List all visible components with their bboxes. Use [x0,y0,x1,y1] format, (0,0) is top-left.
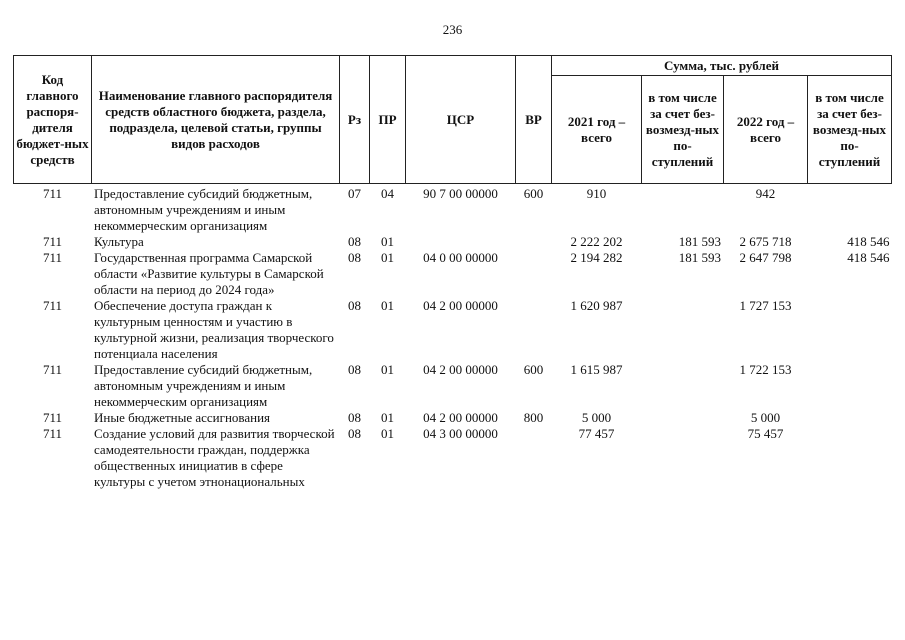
cell-code: 711 [42,234,63,249]
table-row [14,234,892,250]
cell-2022-free: 418 546 [847,250,890,265]
cell-2021-free [642,426,724,490]
table-row [14,250,892,298]
cell-code: 711 [42,426,63,441]
cell-csr [406,234,516,250]
header-2022-free: в том числе за счет без-возмезд-ных по-ступлений [808,76,892,184]
cell-name: Иные бюджетные ассигнования [94,410,271,425]
cell-2021-total: 2 194 282 [570,250,623,265]
header-name: Наименование главного распорядителя средств областного бюджета, раздела, подраздела, целевой статьи, группы видов расходов [92,56,340,184]
cell-csr: 04 2 00 00000 [423,298,498,313]
cell-2022-total: 942 [755,186,776,201]
cell-pr: 01 [381,250,394,265]
header-2021-total: 2021 год – всего [552,76,642,184]
cell-vr [516,250,552,298]
cell-rz: 08 [348,362,361,377]
header-rz: Рз [340,56,370,184]
header-pr: ПР [370,56,406,184]
cell-2021-free [642,298,724,362]
cell-name: Создание условий для развития творческой самодеятельности граждан, поддержка общественных инициатив в сфере культуры с учетом этнонациональных [94,426,335,489]
cell-vr: 600 [523,186,544,201]
table-header [14,56,892,184]
cell-pr: 01 [381,298,394,313]
cell-2021-total: 910 [586,186,607,201]
cell-name: Обеспечение доступа граждан к культурным ценностям и участию в культурной жизни, реализация творческого потенциала населения [94,298,334,361]
cell-name: Предоставление субсидий бюджетным, автономным учреждениям и иным некоммерческим организациям [94,362,313,409]
cell-vr [516,426,552,490]
cell-2021-total: 5 000 [581,410,612,425]
table-row [14,426,892,490]
cell-rz: 08 [348,426,361,441]
cell-rz: 07 [348,186,361,201]
cell-csr: 90 7 00 00000 [423,186,498,201]
cell-2022-total: 75 457 [747,426,784,441]
cell-rz: 08 [348,250,361,265]
cell-2021-total: 1 620 987 [570,298,623,313]
cell-2022-free [808,298,892,362]
cell-2021-free: 181 593 [678,234,721,249]
cell-csr: 04 2 00 00000 [423,410,498,425]
cell-name: Государственная программа Самарской области «Развитие культуры в Самарской области на период до 2024 года» [94,250,324,297]
cell-pr: 04 [381,186,394,201]
cell-vr [516,234,552,250]
cell-2022-total: 2 647 798 [739,250,792,265]
header-2022-total: 2022 год – всего [724,76,808,184]
cell-code: 711 [42,250,63,265]
header-2021-free: в том числе за счет без-возмезд-ных по-ступлений [642,76,724,184]
cell-code: 711 [42,410,63,425]
cell-name: Культура [94,234,144,249]
cell-rz: 08 [348,410,361,425]
cell-2021-total: 2 222 202 [570,234,623,249]
cell-pr: 01 [381,410,394,425]
cell-2022-total: 2 675 718 [739,234,792,249]
page-number: 236 [442,22,463,37]
cell-code: 711 [42,298,63,313]
header-code: Код главного распоря-дителя бюджет-ных средств [14,56,92,184]
table-row [14,184,892,235]
table-body [14,184,892,491]
cell-code: 711 [42,362,63,377]
cell-2022-free [808,426,892,490]
table-row [14,410,892,426]
cell-2022-total: 1 722 153 [739,362,792,377]
table-row [14,362,892,410]
cell-2022-free: 418 546 [847,234,890,249]
cell-2022-total: 5 000 [750,410,781,425]
cell-2021-free [642,362,724,410]
cell-pr: 01 [381,426,394,441]
cell-csr: 04 2 00 00000 [423,362,498,377]
cell-2022-free [808,362,892,410]
cell-2021-free [642,184,724,235]
cell-csr: 04 0 00 00000 [423,250,498,265]
cell-name: Предоставление субсидий бюджетным, автономным учреждениям и иным некоммерческим организациям [94,186,313,233]
cell-2021-free: 181 593 [678,250,721,265]
cell-2022-free [808,184,892,235]
cell-code: 711 [42,186,63,201]
header-sum: Сумма, тыс. рублей [552,56,892,76]
table-row [14,298,892,362]
header-csr: ЦСР [406,56,516,184]
cell-rz: 08 [348,298,361,313]
header-vr: ВР [516,56,552,184]
cell-vr: 800 [523,410,544,425]
cell-2022-free [808,410,892,426]
cell-vr: 600 [523,362,544,377]
cell-pr: 01 [381,362,394,377]
cell-vr [516,298,552,362]
cell-rz: 08 [348,234,361,249]
cell-pr: 01 [381,234,394,249]
cell-2021-total: 1 615 987 [570,362,623,377]
cell-csr: 04 3 00 00000 [423,426,498,441]
cell-2022-total: 1 727 153 [739,298,792,313]
cell-2021-total: 77 457 [578,426,615,441]
cell-2021-free [642,410,724,426]
budget-table [13,55,892,490]
